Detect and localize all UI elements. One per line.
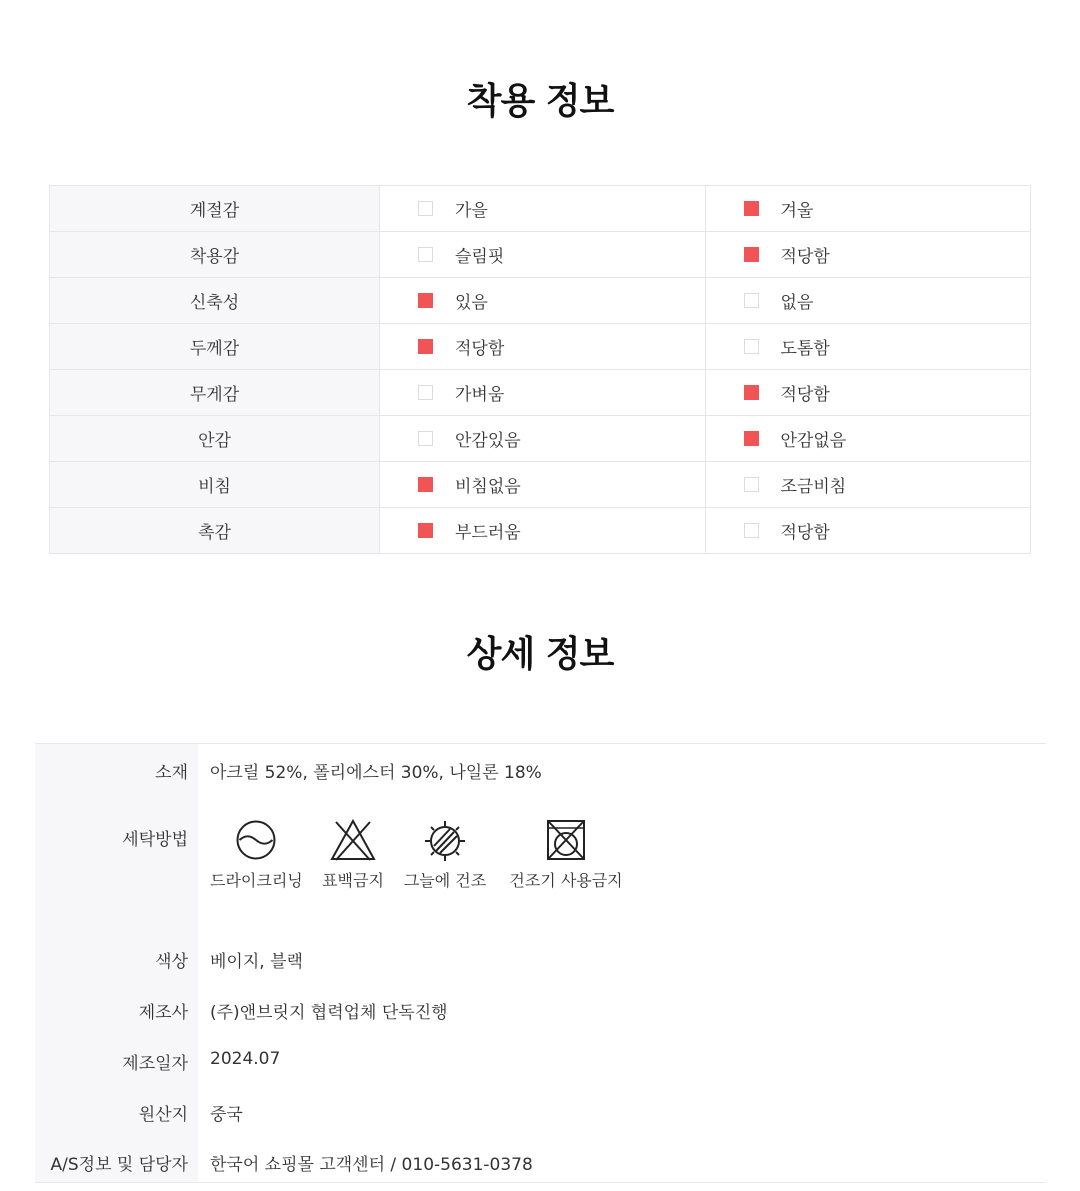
checkbox-checked (418, 339, 433, 354)
wear-option (380, 508, 706, 554)
wear-row (50, 508, 1031, 554)
checkbox-checked (744, 431, 759, 446)
wear-option-label: 도톰함 (780, 339, 830, 359)
wear-option-label: 적당함 (455, 339, 505, 359)
wear-row-label: 무게감 (50, 370, 380, 416)
date-value: 2024.07 (210, 1049, 281, 1069)
wear-option-label: 적당함 (780, 523, 830, 543)
dry-clean-icon (210, 818, 302, 862)
no-tumble-dry-icon (506, 818, 626, 862)
care-item-dry-in-shade (400, 818, 490, 891)
checkbox-unchecked (418, 385, 433, 400)
color-label: 색상 (155, 952, 188, 972)
care-item-no-tumble-dry (506, 818, 626, 891)
as-value: 한국어 쇼핑몰 고객센터 / 010-5631-0378 (210, 1155, 533, 1175)
wear-option-label: 안감없음 (780, 431, 847, 451)
wear-option-label: 가벼움 (455, 385, 505, 405)
wear-option (705, 462, 1031, 508)
wear-option (705, 370, 1031, 416)
date-label: 제조일자 (122, 1054, 188, 1074)
wear-option-label: 적당함 (780, 385, 830, 405)
no-bleach-icon (318, 818, 388, 862)
wear-option-label: 슬림핏 (455, 247, 505, 267)
detail-info-title: 상세 정보 (466, 634, 614, 675)
maker-value: (주)앤브릿지 협력업체 단독진행 (210, 1003, 448, 1023)
wear-row-label: 착용감 (50, 232, 380, 278)
checkbox-unchecked (744, 339, 759, 354)
dry-in-shade-icon (400, 818, 490, 862)
wear-option (380, 278, 706, 324)
material-label: 소재 (155, 763, 188, 783)
wear-option (380, 462, 706, 508)
wear-option (705, 186, 1031, 232)
care-label-dry-in-shade: 그늘에 건조 (403, 871, 487, 890)
care-item-no-bleach (318, 818, 388, 891)
wear-option-label: 있음 (455, 293, 488, 313)
origin-label: 원산지 (138, 1105, 188, 1125)
wear-row (50, 186, 1031, 232)
wear-info-title: 착용 정보 (466, 81, 614, 122)
wear-option-label: 적당함 (780, 247, 830, 267)
checkbox-unchecked (744, 477, 759, 492)
wear-option (380, 324, 706, 370)
detail-info-table (35, 743, 1046, 1183)
wear-option-label: 없음 (780, 293, 814, 313)
wear-option-label: 부드러움 (455, 523, 521, 543)
wear-row (50, 232, 1031, 278)
checkbox-unchecked (744, 293, 759, 308)
wear-row-label: 신축성 (50, 278, 380, 324)
care-label-no-bleach: 표백금지 (322, 871, 384, 890)
wear-option (705, 324, 1031, 370)
wear-option-label: 비침없음 (455, 477, 521, 497)
checkbox-checked (418, 523, 433, 538)
washing-label: 세탁방법 (122, 830, 188, 850)
checkbox-checked (418, 477, 433, 492)
wear-row (50, 370, 1031, 416)
wear-option (705, 278, 1031, 324)
checkbox-checked (744, 385, 759, 400)
wear-option (380, 416, 706, 462)
care-label-no-tumble-dry: 건조기 사용금지 (509, 871, 623, 890)
wear-option-label: 조금비침 (780, 477, 847, 497)
wear-option-label: 가을 (455, 201, 488, 221)
wear-row-label: 촉감 (50, 508, 380, 554)
material-value: 아크릴 52%, 폴리에스터 30%, 나일론 18% (210, 763, 542, 783)
checkbox-unchecked (744, 523, 759, 538)
checkbox-checked (418, 293, 433, 308)
checkbox-checked (744, 247, 759, 262)
wear-row-label: 안감 (50, 416, 380, 462)
wear-option (380, 370, 706, 416)
care-label-dry-clean: 드라이크리닝 (210, 871, 303, 890)
wear-option-label: 겨울 (780, 201, 814, 221)
wear-info-table (49, 185, 1031, 554)
wear-row-label: 비침 (50, 462, 380, 508)
origin-value: 중국 (210, 1105, 243, 1125)
wear-row (50, 278, 1031, 324)
wear-option (705, 416, 1031, 462)
checkbox-unchecked (418, 431, 433, 446)
wear-row-label: 두께감 (50, 324, 380, 370)
wear-option (380, 186, 706, 232)
checkbox-unchecked (418, 247, 433, 262)
wear-row (50, 416, 1031, 462)
wear-option (705, 508, 1031, 554)
wear-option-label: 안감있음 (455, 431, 521, 451)
wear-option (380, 232, 706, 278)
checkbox-checked (744, 201, 759, 216)
maker-label: 제조사 (138, 1003, 188, 1023)
checkbox-unchecked (418, 201, 433, 216)
wear-row-label: 계절감 (50, 186, 380, 232)
color-value: 베이지, 블랙 (210, 952, 303, 972)
wear-row (50, 462, 1031, 508)
as-label: A/S정보 및 담당자 (50, 1155, 188, 1175)
wear-row (50, 324, 1031, 370)
care-item-dry-clean (210, 818, 302, 891)
wear-option (705, 232, 1031, 278)
